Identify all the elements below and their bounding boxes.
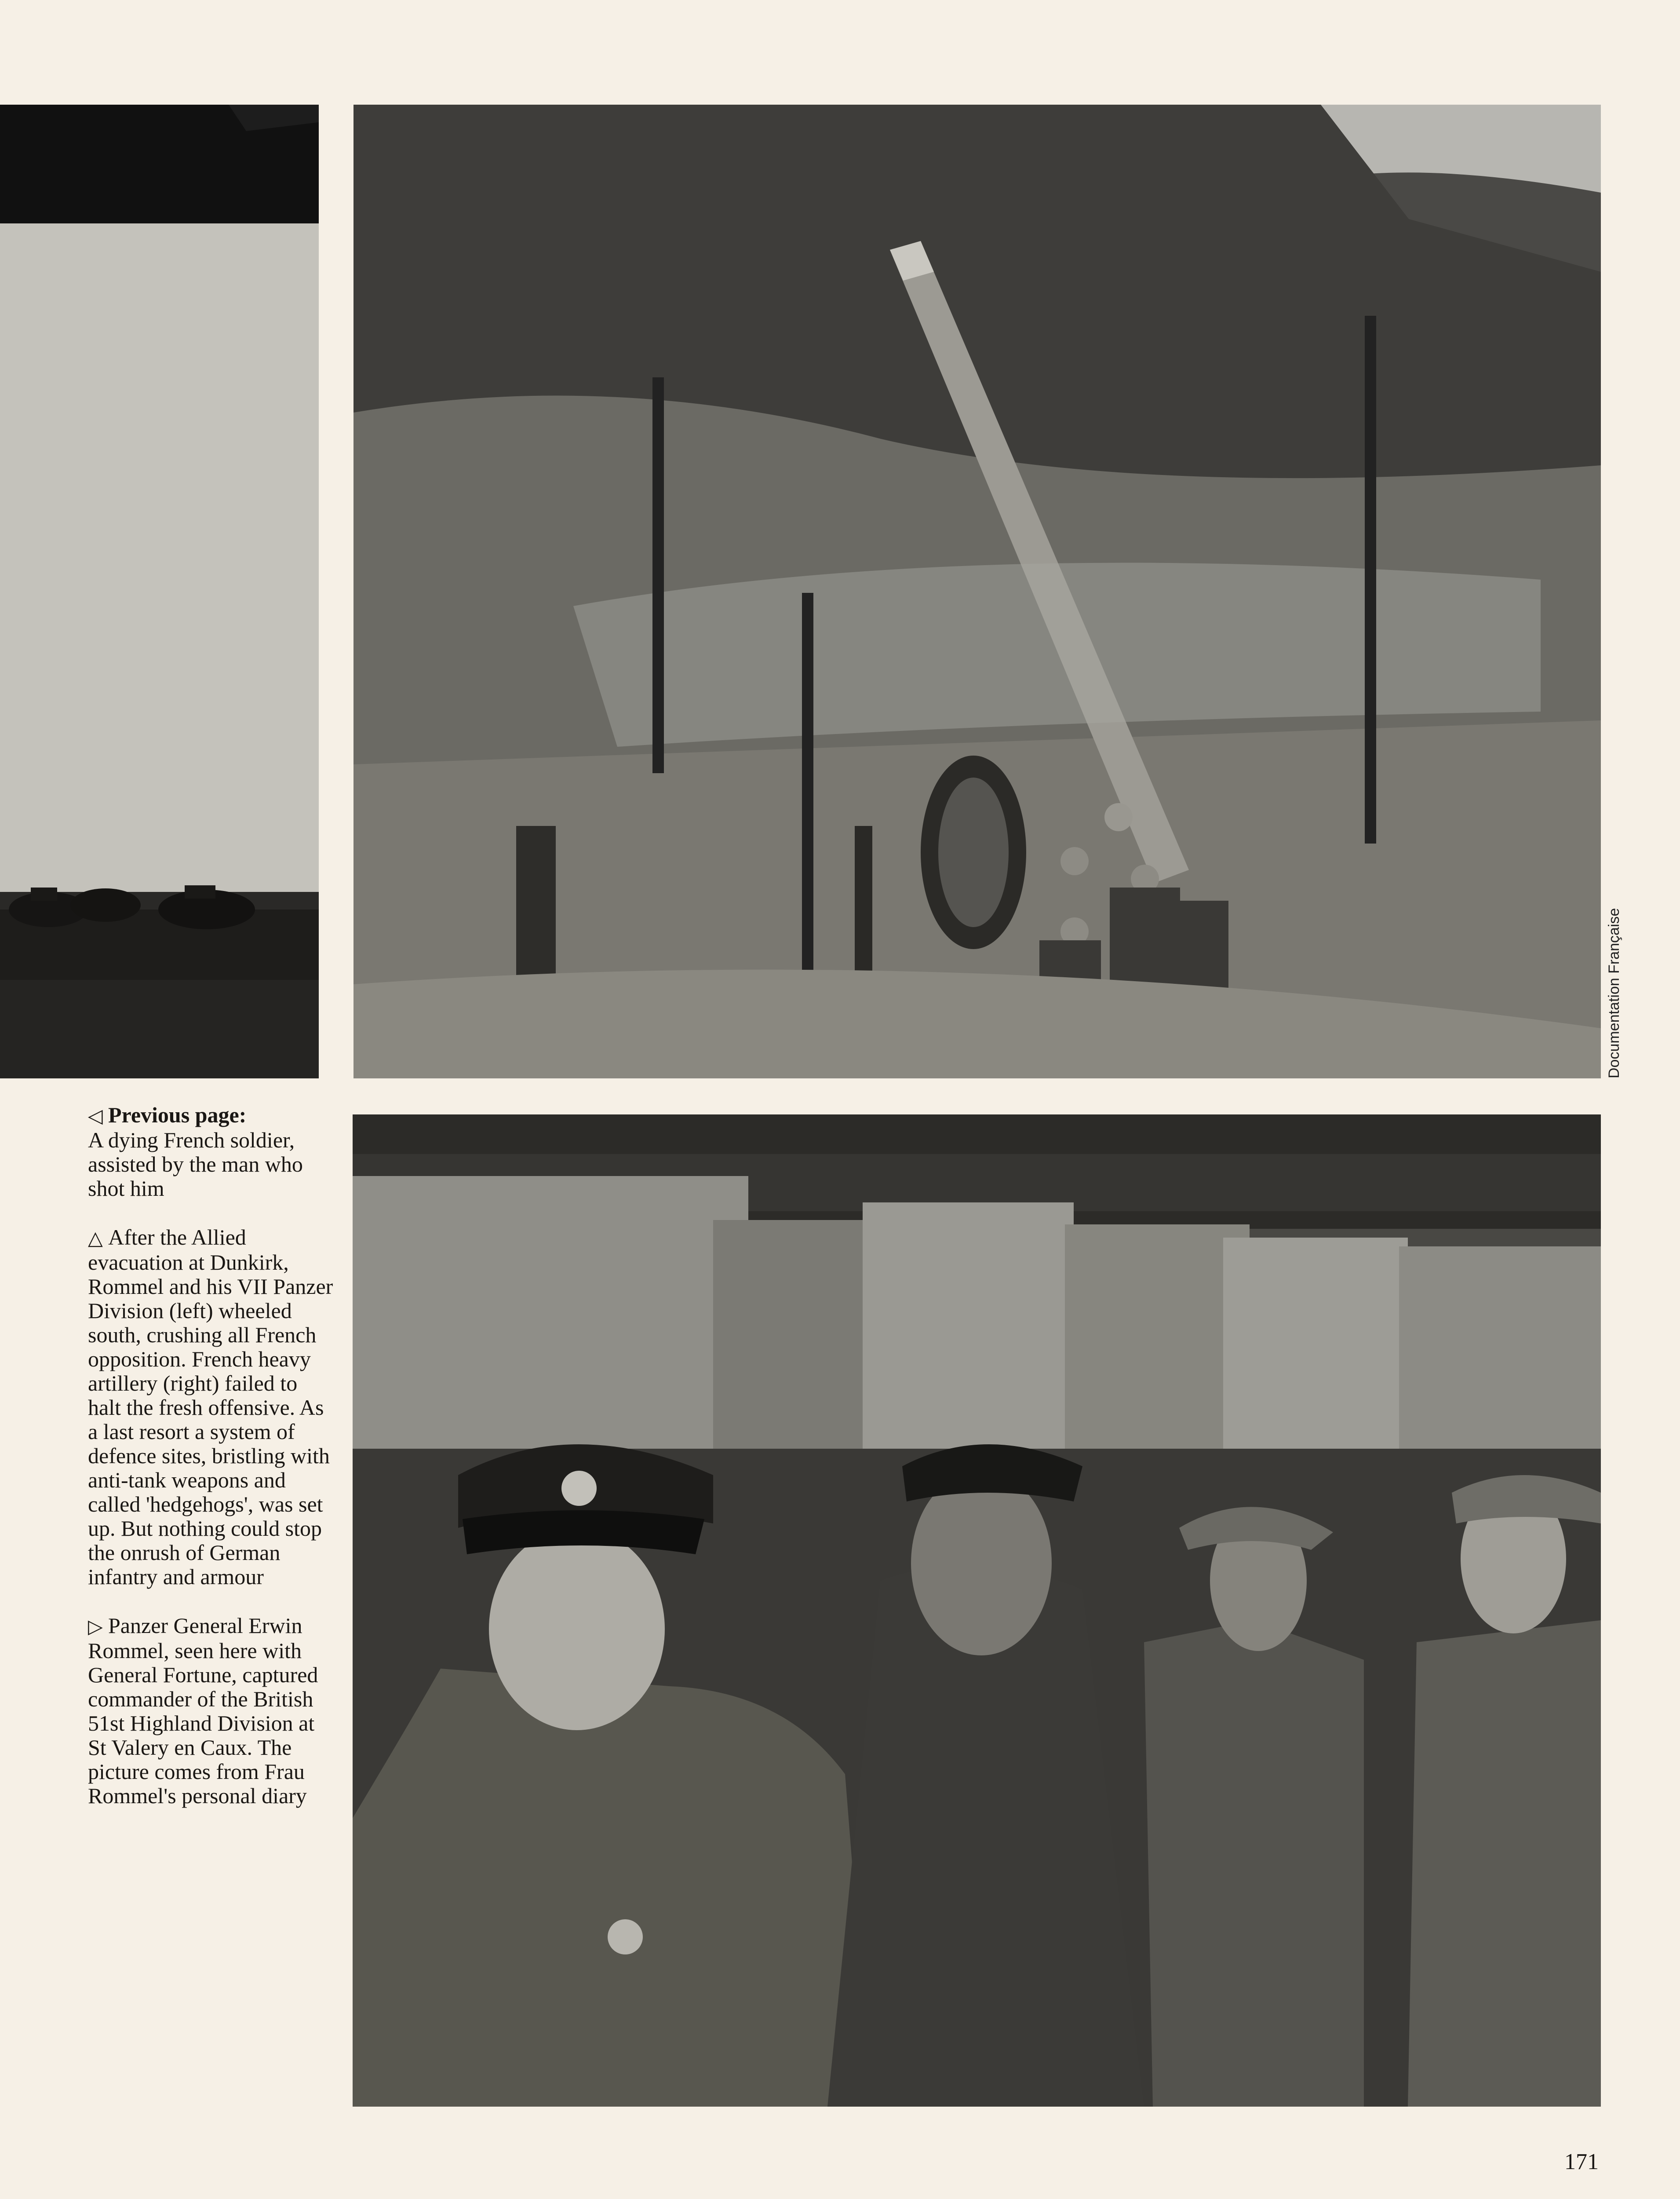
caption-right <box>88 1614 334 1808</box>
caption-right-text: Panzer General Erwin Rommel, seen here with General Fortune, captured commander of the British 51st Highland Division at St Valery en Caux. The picture comes from Frau Rommel's personal diary <box>88 1613 318 1808</box>
page-number: 171 <box>1564 2149 1599 2174</box>
captions-column <box>88 1103 334 1833</box>
left-pointer-icon: ◁ <box>88 1105 103 1127</box>
photo-credit <box>1606 908 1680 1078</box>
rommel-fortune-photo <box>353 1114 1601 2107</box>
caption-above-text: After the Allied evacuation at Dunkirk, Rommel and his VII Panzer Division (left) wheeled south, crushing all French opposition. French heavy artillery (right) failed to halt the fresh offensive. As a last resort a system of defence sites, bristling with anti-tank weapons and called 'hedgehogs', was set up. But nothing could stop the onrush of German infantry and armour <box>88 1225 333 1589</box>
panzer-division-photo <box>0 105 319 1078</box>
photo-credit-text: Documentation Française <box>1606 908 1622 1078</box>
up-pointer-icon: △ <box>88 1227 103 1249</box>
french-artillery-photo <box>353 105 1601 1078</box>
caption-previous-heading: Previous page: <box>108 1103 247 1127</box>
right-pointer-icon: ▷ <box>88 1616 103 1637</box>
caption-previous-text: A dying French soldier, assisted by the man who shot him <box>88 1128 303 1201</box>
caption-above <box>88 1225 334 1589</box>
caption-previous-page <box>88 1103 334 1201</box>
